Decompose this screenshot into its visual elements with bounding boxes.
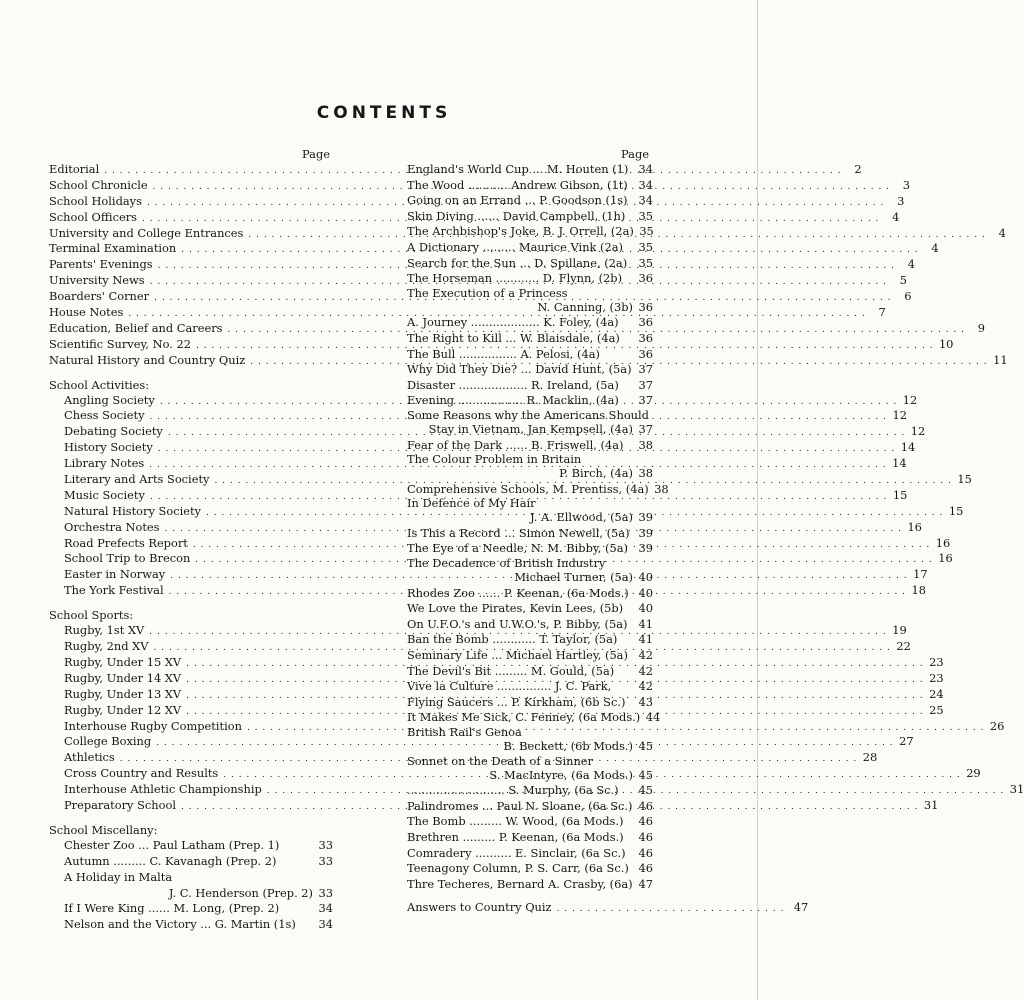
toc-entry[interactable] — [407, 453, 653, 482]
page-title: CONTENTS — [316, 103, 452, 123]
toc-entry-title: ........................... S. Murphy, (6a Sc.) — [407, 783, 619, 798]
toc-entry[interactable] — [407, 209, 653, 225]
toc-entry-page: 35 — [639, 224, 654, 239]
toc-entry-title: School Holidays — [49, 193, 142, 208]
toc-entry-page: 15 — [948, 503, 964, 518]
toc-entry-page: 6 — [904, 289, 912, 304]
toc-entry-page: 34 — [638, 162, 653, 176]
toc-entry[interactable] — [407, 586, 653, 602]
toc-entry-title: Rugby, 2nd XV — [64, 639, 149, 654]
toc-entry-title: Ban the Bomb ............ T. Taylor, (5a) — [407, 632, 618, 647]
toc-entry[interactable] — [49, 838, 333, 854]
toc-entry[interactable] — [407, 617, 653, 633]
toc-entry-page: 35 — [638, 255, 653, 270]
toc-entry-title: We Love the Pirates, Kevin Lees, (5b) — [407, 601, 624, 616]
toc-entry-title: The Eye of a Needle, N. M. Bibby, (5a) — [407, 541, 628, 556]
toc-entry-title: Nelson and the Victory ... G. Martin (1s) — [64, 917, 296, 932]
toc-entry-title: Scientific Survey, No. 22 — [49, 336, 192, 351]
toc-entry-title: Natural History and Country Quiz — [49, 352, 246, 367]
toc-entry[interactable] — [407, 315, 653, 331]
toc-entry-page: 39 — [638, 510, 653, 525]
toc-entry[interactable] — [407, 557, 653, 586]
toc-entry-page: 45 — [638, 739, 653, 753]
toc-entry-page: 15 — [957, 472, 972, 487]
toc-entry-page: 14 — [892, 456, 907, 471]
toc-entry-page: 40 — [638, 570, 653, 585]
toc-entry[interactable] — [407, 541, 653, 557]
toc-entry-page: 42 — [638, 679, 653, 694]
toc-entry-title: Sonnet on the Death of a Sinner — [407, 753, 593, 768]
toc-entry-title: The Bomb ......... W. Wood, (6a Mods.) — [407, 814, 624, 829]
toc-entry-title: Evening .................. R. Macklin, (4a) — [407, 393, 619, 408]
toc-entry-title: The Right to Kill ... W. Blaisdale, (4a) — [407, 330, 620, 345]
toc-entry-page: 5 — [899, 273, 908, 288]
toc-entry-author: Stay in Vietnam, Jan Kempsell, (4a) — [428, 421, 633, 436]
toc-entry-title: The Bull ................ A. Pelosi, (4a) — [407, 346, 600, 361]
toc-entry[interactable] — [407, 710, 661, 726]
toc-entry[interactable] — [49, 917, 333, 933]
toc-entry-title: Music Society — [64, 487, 145, 502]
toc-entry-title: The Archbishop's Joke, B. J. Orrell, (2a) — [407, 224, 634, 239]
toc-entry-author: P. Birch, (4a) — [559, 466, 633, 481]
toc-entry-page: 37 — [638, 393, 653, 408]
toc-entry-title: Brethren ......... P. Keenan, (6a Mods.) — [407, 829, 624, 844]
toc-entry-title: The Decadence of British Industry — [407, 556, 606, 571]
toc-entry-title: Chess Society — [64, 408, 145, 423]
toc-entry-page: 38 — [638, 466, 653, 481]
toc-entry-title: A Dictionary ......... Maurice Vink (2a) — [407, 239, 623, 254]
toc-entry[interactable] — [407, 846, 653, 862]
toc-entry-title: Natural History Society — [64, 503, 201, 518]
toc-entry-page: 46 — [638, 798, 653, 813]
toc-entry[interactable] — [49, 886, 333, 902]
toc-entry-page: 46 — [638, 845, 653, 860]
toc-entry-author: S. MacIntyre, (6a Mods.) — [489, 767, 633, 782]
toc-entry-page: 12 — [892, 408, 907, 423]
toc-entry-page: 33 — [318, 885, 333, 900]
toc-entry-page: 33 — [318, 837, 333, 852]
toc-entry[interactable] — [407, 438, 653, 454]
toc-entry[interactable] — [407, 526, 653, 542]
toc-entry[interactable] — [407, 271, 653, 287]
toc-entry-title: A. Journey ................... K. Foley, (4a) — [407, 315, 619, 330]
toc-entry-title: The Horseman ............ D. Flynn, (2b) — [407, 271, 623, 286]
toc-entry-page: 18 — [911, 583, 927, 598]
toc-entry-page: 26 — [989, 718, 1005, 733]
toc-entry-title: Chester Zoo ... Paul Latham (Prep. 1) — [64, 837, 280, 852]
toc-entry-page: 24 — [929, 686, 944, 701]
toc-entry-page: 22 — [896, 639, 911, 654]
toc-entry-page: 16 — [938, 551, 953, 566]
toc-entry[interactable] — [407, 162, 653, 178]
toc-entry-page: 46 — [638, 861, 653, 876]
toc-entry-line2 — [407, 300, 653, 316]
toc-entry[interactable] — [49, 901, 333, 917]
toc-entry-title: Rugby, Under 15 XV — [64, 654, 182, 669]
miscellany-entries — [49, 838, 333, 933]
toc-entry-page: 4 — [931, 241, 939, 256]
toc-entry[interactable] — [407, 755, 653, 784]
toc-entry-title: University News — [49, 273, 145, 288]
toc-entry-page: 29 — [966, 766, 981, 781]
toc-entry[interactable] — [49, 854, 333, 870]
toc-entry-title: Rugby, Under 14 XV — [64, 670, 182, 685]
toc-entry-page: 39 — [638, 525, 653, 540]
toc-entry-title: England's World Cup ... M. Houten (1) — [407, 162, 629, 176]
toc-entry-page: 44 — [645, 710, 661, 725]
toc-entry-title: Teenagony Column, P. S. Carr, (6a Sc.) — [407, 861, 629, 876]
toc-entry-title: Flying Saucers ... P. Kirkham, (6b Sc.) — [407, 694, 626, 709]
toc-entry-page: 40 — [638, 601, 653, 616]
toc-entry[interactable] — [407, 256, 653, 272]
toc-entry-title: The York Festival — [64, 583, 164, 598]
toc-entry-title: Search for the Sun ... D. Spillane, (2a) — [407, 255, 628, 270]
toc-entry-title: School Chronicle — [49, 177, 148, 192]
toc-entry-page: 17 — [913, 567, 928, 582]
toc-entry-page: 11 — [993, 352, 1008, 367]
toc-entry-page: 31 — [923, 797, 939, 812]
toc-entry-page: 12 — [910, 424, 926, 439]
toc-entry-title: Boarders' Corner — [49, 289, 150, 304]
toc-entry-page: 23 — [929, 654, 944, 669]
toc-entry-title: Literary and Arts Society — [64, 472, 210, 487]
toc-entry-page: 34 — [638, 177, 653, 192]
toc-entry[interactable] — [407, 601, 653, 617]
toc-entry[interactable] — [407, 409, 653, 438]
toc-entry[interactable] — [407, 664, 653, 680]
toc-entry-title: School Officers — [49, 209, 137, 224]
toc-entry-title: Easter in Norway — [64, 567, 166, 582]
toc-entry-title: History Society — [64, 440, 153, 455]
toc-entry-title: Autumn ......... C. Kavanagh (Prep. 2) — [64, 853, 277, 868]
toc-entry[interactable] — [407, 378, 653, 394]
toc-entry-title: Going on an Errand ... P. Goodson (1s) — [407, 193, 628, 208]
toc-entry-title: Is This a Record ... Simon Newell, (5a) — [407, 525, 630, 540]
page-column-label: Page — [302, 147, 330, 161]
section-title-activities: School Activities: — [49, 377, 150, 392]
toc-entry-page: 28 — [862, 750, 878, 765]
toc-entry-page: 34 — [318, 901, 333, 916]
toc-entry[interactable] — [407, 331, 653, 347]
toc-entry-title: Road Prefects Report — [64, 535, 188, 550]
toc-entry-page: 31 — [1009, 782, 1024, 797]
section-title-sports: School Sports: — [49, 608, 134, 623]
toc-entry-page: 45 — [638, 783, 653, 798]
toc-entry[interactable] — [407, 799, 653, 815]
toc-entry-page: 4 — [907, 257, 916, 272]
toc-entry-page: 7 — [878, 305, 886, 320]
toc-entry-page: 10 — [938, 336, 954, 351]
toc-entry-title: On U.F.O.'s and U.W.O.'s, P. Bibby, (5a) — [407, 616, 628, 631]
toc-entry-page: 2 — [854, 162, 862, 176]
toc-entry-page: 9 — [977, 320, 985, 335]
toc-entry-page: 4 — [998, 225, 1006, 240]
toc-entry-title: The Colour Problem in Britain — [407, 452, 582, 467]
toc-entry-page: 46 — [638, 814, 653, 829]
toc-entry-page: 33 — [318, 853, 333, 868]
toc-entry-title: Terminal Examination — [49, 241, 177, 256]
toc-entry-title: School Trip to Brecon — [64, 551, 191, 566]
toc-entry-title: Angling Society — [64, 392, 155, 407]
toc-entry-title: Athletics — [64, 750, 115, 765]
toc-entry-line2 — [407, 570, 653, 586]
toc-entry-title: Preparatory School — [64, 797, 176, 812]
toc-entry-page: 19 — [892, 623, 907, 638]
toc-entry-title: Editorial — [49, 162, 100, 176]
toc-entry-page: 3 — [897, 193, 905, 208]
miscellany-continued-entries — [407, 162, 669, 892]
toc-entry[interactable] — [407, 240, 653, 256]
toc-entry-title: Cross Country and Results — [64, 766, 219, 781]
toc-entry-page: 34 — [638, 193, 653, 208]
toc-entry[interactable] — [407, 726, 653, 755]
toc-entry-page: 27 — [899, 734, 914, 749]
toc-entry-title: Comradery .......... E. Sinclair, (6a Sc.) — [407, 845, 626, 860]
toc-entry-page: 14 — [900, 440, 916, 455]
toc-entry-page: 12 — [902, 392, 918, 407]
toc-entry[interactable] — [407, 830, 653, 846]
toc-entry[interactable] — [407, 347, 653, 363]
toc-entry-author: B. Beckett, (6b Mods.) — [503, 739, 633, 753]
dot-leader: . . . . . . . . . . . . . . . . . . . . . . . . . . . . . . — [556, 904, 785, 915]
toc-entry-title: The Wood ........... Andrew Gibson, (1t) — [407, 177, 628, 192]
toc-entry[interactable] — [407, 632, 653, 648]
toc-entry-title: Seminary Life ... Michael Hartley, (5a) — [407, 648, 628, 663]
toc-entry-title: A Holiday in Malta — [64, 869, 173, 884]
toc-entry[interactable] — [407, 695, 653, 711]
toc-entry-page: 39 — [638, 541, 653, 556]
toc-entry[interactable] — [407, 287, 653, 316]
toc-entry-page: 37 — [638, 377, 653, 392]
toc-entry[interactable] — [407, 393, 653, 409]
toc-entry-title: Rugby, Under 12 XV — [64, 702, 182, 717]
toc-entry-page: 36 — [638, 315, 653, 330]
toc-entry-page: 16 — [935, 535, 951, 550]
toc-entry-answers[interactable] — [407, 900, 809, 916]
toc-entry-title: House Notes — [49, 305, 124, 320]
toc-entry-page: 36 — [638, 271, 653, 286]
toc-entry-page: 3 — [902, 177, 911, 192]
toc-entry-title: Comprehensive Schools, M. Prentiss, (4a) — [407, 481, 649, 496]
toc-entry-title: Skin Diving ...... David Campbell, (1h) — [407, 208, 626, 223]
toc-entry[interactable] — [407, 814, 653, 830]
toc-entry-page: 36 — [638, 299, 653, 314]
toc-entry-title: Palindromes ... Paul N. Sloane, (6a Sc.) — [407, 798, 633, 813]
toc-entry[interactable] — [407, 783, 653, 799]
toc-entry-title: Rugby, Under 13 XV — [64, 686, 182, 701]
toc-entry-page: 37 — [638, 421, 653, 436]
toc-entry[interactable] — [407, 178, 653, 194]
toc-entry-title: J. C. Henderson (Prep. 2) — [168, 885, 313, 900]
toc-entry-line2 — [407, 422, 653, 438]
toc-entry[interactable] — [407, 877, 653, 893]
page-column-label: Page — [621, 147, 649, 161]
toc-entry-title: Why Did They Die? ... David Hunt, (5a) — [407, 362, 632, 377]
toc-entry-author: N. Canning, (3b) — [537, 299, 633, 314]
toc-entry[interactable] — [407, 648, 653, 664]
toc-entry-title: Orchestra Notes — [64, 519, 160, 534]
toc-entry-line2 — [407, 466, 653, 482]
toc-entry-page: 42 — [638, 663, 653, 678]
toc-entry-page: 46 — [638, 829, 653, 844]
right-column — [407, 146, 809, 916]
toc-entry-page: 4 — [892, 209, 900, 224]
section-title-miscellany: School Miscellany: — [49, 822, 158, 837]
toc-entry-title: Library Notes — [64, 456, 145, 471]
toc-entry-page: 37 — [638, 362, 653, 377]
toc-entry-title: Vive la Culture ............... J. C. Park, — [407, 679, 612, 694]
toc-entry[interactable] — [49, 870, 333, 886]
toc-entry[interactable] — [407, 362, 653, 378]
toc-entry-title: British Rail's Genoa — [407, 725, 522, 739]
toc-entry-page: 25 — [929, 702, 944, 717]
toc-entry[interactable] — [407, 193, 653, 209]
toc-entry-page: 35 — [638, 208, 653, 223]
toc-entry-page: 35 — [638, 239, 653, 254]
toc-entry-title: Rugby, 1st XV — [64, 623, 145, 638]
toc-entry-title: Disaster ................... R. Ireland, (5a) — [407, 377, 619, 392]
toc-entry-title: Interhouse Athletic Championship — [64, 782, 262, 797]
toc-entry-title: It Makes Me Sick, C. Fenney, (6a Mods.) — [407, 710, 641, 725]
toc-entry-page: 15 — [892, 487, 908, 502]
toc-entry-title: Education, Belief and Careers — [49, 320, 223, 335]
toc-entry-page: 23 — [929, 670, 944, 685]
toc-entry-author: Michael Turner, (5a) — [514, 570, 633, 585]
toc-entry-page: 34 — [318, 917, 333, 932]
toc-entry-page: 16 — [907, 519, 922, 534]
toc-entry-title: If I Were King ...... M. Long, (Prep. 2) — [64, 901, 280, 916]
toc-entry-line2 — [407, 510, 653, 526]
toc-entry-page: 38 — [638, 437, 653, 452]
toc-entry[interactable] — [407, 497, 653, 526]
toc-entry-title: Some Reasons why the Americans Should — [407, 407, 649, 422]
toc-entry-author: J. A. Ellwood, (5a) — [530, 510, 633, 525]
toc-entry-title: In Defence of My Hair — [407, 496, 536, 511]
toc-entry-title: Rhodes Zoo ...... P. Keenan, (6a Mods.) — [407, 585, 629, 600]
toc-entry-title: The Execution of a Princess — [407, 285, 568, 300]
toc-entry-page: 47 — [793, 900, 809, 915]
toc-entry[interactable] — [407, 679, 653, 695]
toc-entry-page: 42 — [638, 648, 653, 663]
toc-entry-line2 — [407, 768, 653, 784]
toc-entry-page: 47 — [638, 876, 653, 891]
toc-entry-title: Parents' Evenings — [49, 257, 153, 272]
toc-entry-title: Fear of the Dark ...... B. Friswell, (4a) — [407, 437, 624, 452]
toc-entry-page: 45 — [638, 767, 653, 782]
toc-entry-page: 41 — [638, 632, 653, 647]
toc-entry[interactable] — [407, 861, 653, 877]
toc-entry-title: University and College Entrances — [49, 225, 244, 240]
toc-entry[interactable] — [407, 224, 653, 240]
toc-entry-title: College Boxing — [64, 734, 152, 749]
toc-entry-page: 43 — [638, 694, 653, 709]
toc-entry-line2 — [407, 739, 653, 755]
toc-entry-title: Thre Techeres, Bernard A. Crasby, (6a) — [407, 876, 633, 891]
toc-entry[interactable] — [407, 481, 669, 498]
toc-entry-title: Debating Society — [64, 424, 163, 439]
toc-entry-page: 40 — [638, 585, 653, 600]
toc-entry-page: 36 — [638, 346, 653, 361]
toc-entry-page: 41 — [638, 616, 653, 631]
toc-entry-title: Interhouse Rugby Competition — [64, 718, 242, 733]
toc-entry-title: The Devil's Bit ......... M. Gould, (5a) — [407, 663, 615, 678]
toc-entry-page: 38 — [654, 481, 669, 496]
toc-entry-page: 36 — [638, 330, 653, 345]
toc-entry-title: Answers to Country Quiz — [407, 900, 552, 915]
